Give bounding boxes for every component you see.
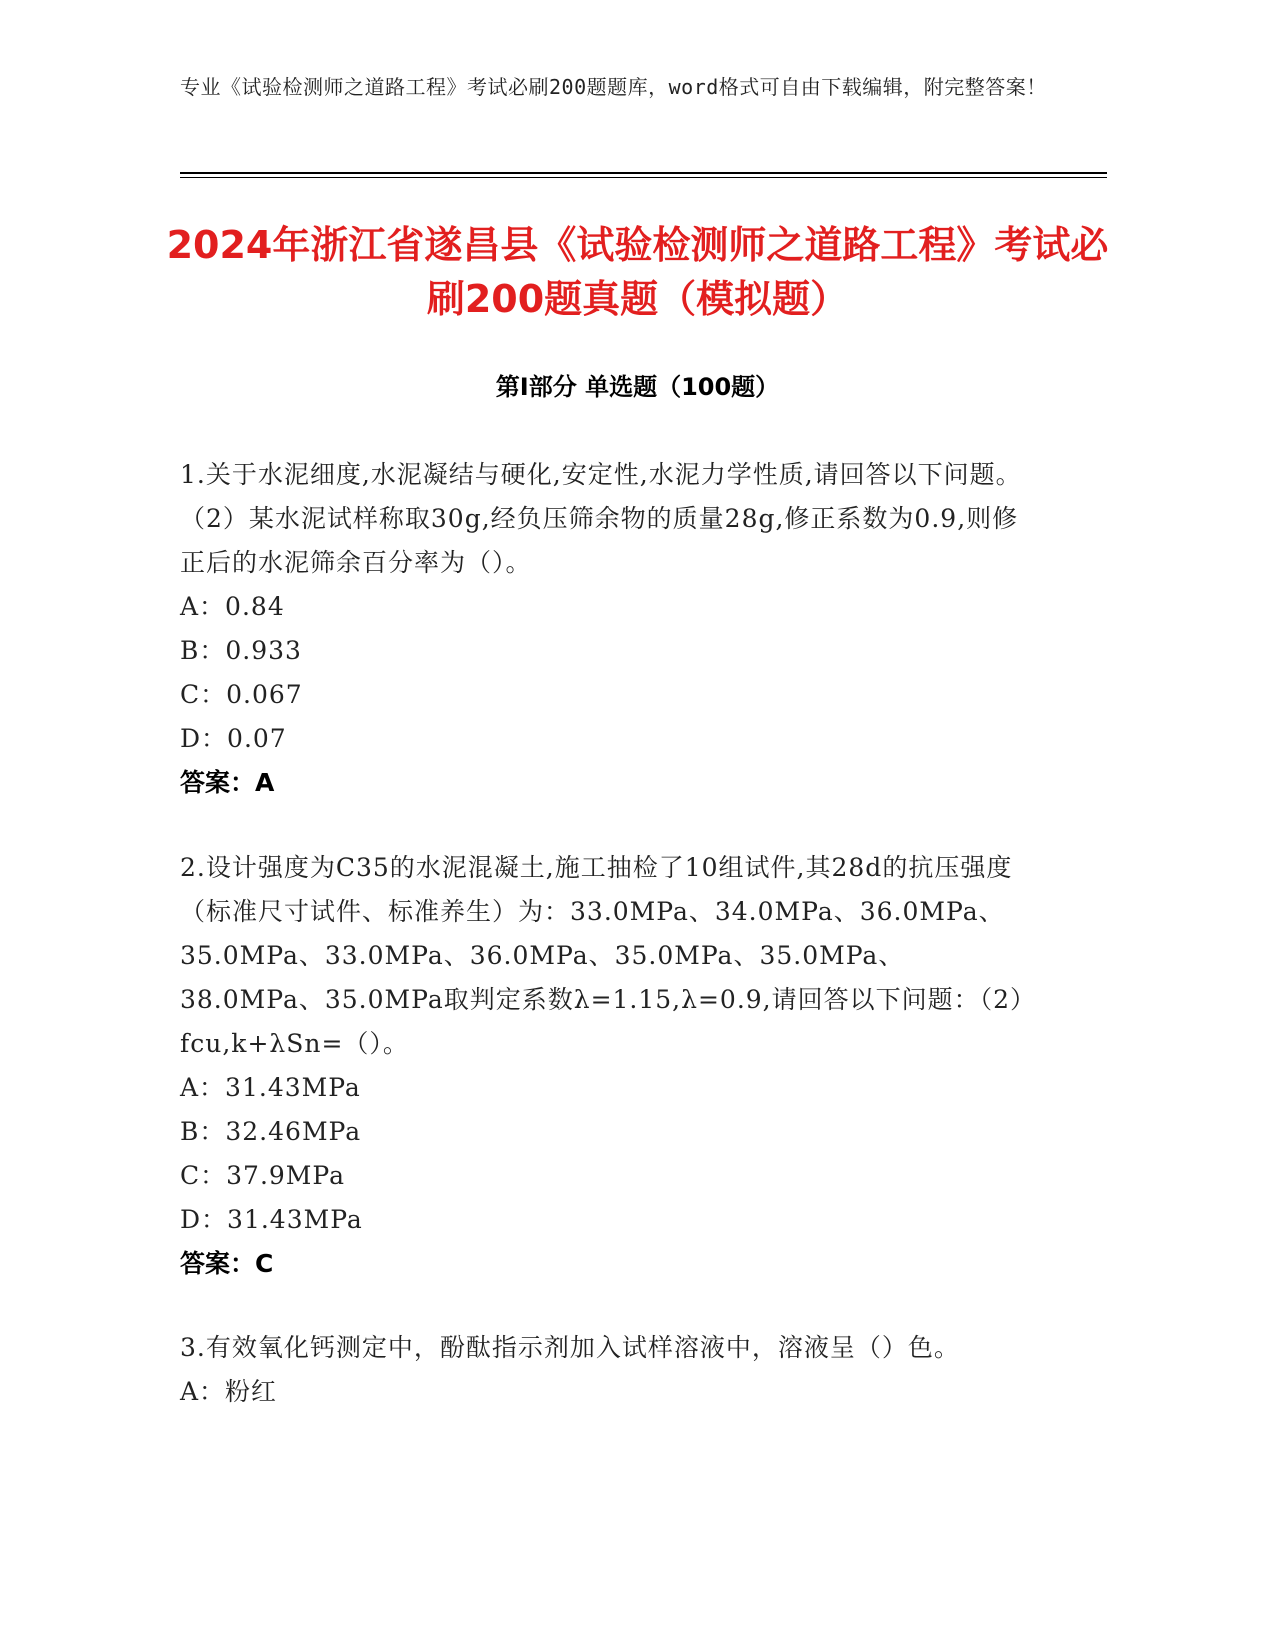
- option-c: C：37.9MPa: [180, 1161, 345, 1190]
- option-a: A：粉红: [180, 1377, 278, 1406]
- option-c: C：0.067: [180, 680, 303, 709]
- question-stem: 1.关于水泥细度,水泥凝结与硬化,安定性,水泥力学性质,请回答以下问题。（2）某水泥试样称取30g,经负压筛余物的质量28g,修正系数为0.9,则修正后的水泥筛余百分率为（）。: [180, 460, 1022, 577]
- question-stem: 2.设计强度为C35的水泥混凝土,施工抽检了10组试件,其28d的抗压强度（标准尺寸试件、标准养生）为：33.0MPa、34.0MPa、36.0MPa、35.0MPa、33.0MPa、36.0MPa、35.0MPa、35.0MPa、38.0MPa、35.0MPa取判定系数λ=1.15,λ=0.9,请回答以下问题：（2）fcu,k+λSn=（）。: [180, 853, 1024, 1058]
- question-2: [180, 846, 1030, 1286]
- option-a: A：0.84: [180, 592, 285, 621]
- option-d: D：31.43MPa: [180, 1205, 363, 1234]
- option-b: B：32.46MPa: [180, 1117, 362, 1146]
- option-d: D：0.07: [180, 724, 287, 753]
- header-note: 专业《试验检测师之道路工程》考试必刷200题题库，word格式可自由下载编辑，附完整答案！: [180, 75, 1047, 99]
- header-rule: [180, 172, 1107, 174]
- answer: 答案：A: [180, 768, 275, 797]
- section-heading: 第I部分 单选题（100题）: [495, 373, 780, 401]
- option-b: B：0.933: [180, 636, 302, 665]
- question-stem: 3.有效氧化钙测定中，酚酞指示剂加入试样溶液中，溶液呈（）色。: [180, 1333, 960, 1362]
- question-3: [180, 1326, 1030, 1414]
- header-rule-thin: [180, 177, 1107, 178]
- document-title: 2024年浙江省遂昌县《试验检测师之道路工程》考试必刷200题真题（模拟题）: [166, 223, 1109, 321]
- answer: 答案：C: [180, 1249, 274, 1278]
- option-a: A：31.43MPa: [180, 1073, 361, 1102]
- question-1: [180, 453, 1030, 805]
